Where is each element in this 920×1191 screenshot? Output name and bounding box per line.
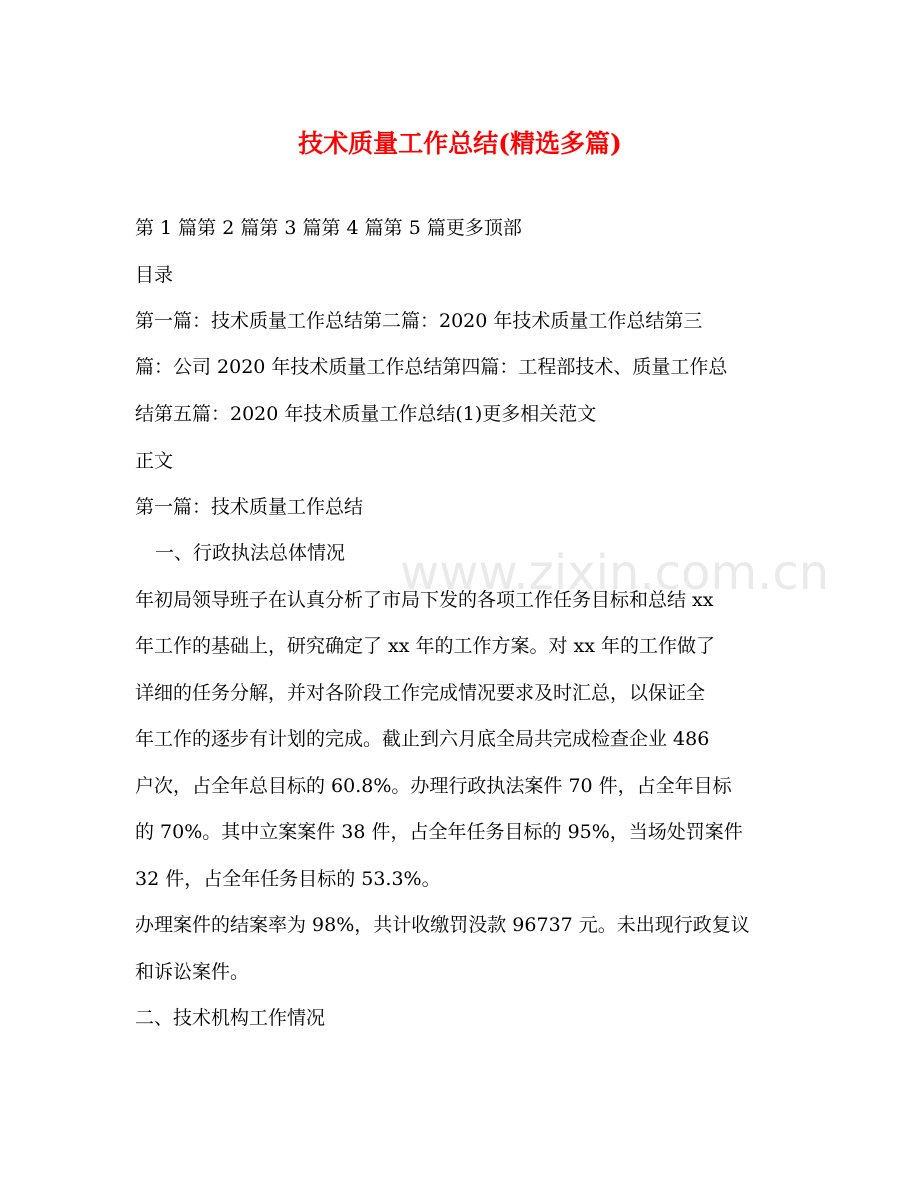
paragraph-line: 32 件，占全年任务目标的 53.3%。: [135, 868, 441, 890]
document-title: 技术质量工作总结(精选多篇): [298, 129, 622, 158]
paragraph-line: 年工作的基础上，研究确定了 xx 年的工作方案。对 xx 年的工作做了: [135, 635, 716, 657]
toc-line: 结第五篇：2020 年技术质量工作总结(1)更多相关范文: [135, 403, 597, 425]
toc-heading: 目录: [135, 264, 174, 286]
paragraph-line: 的 70%。其中立案案件 38 件，占全年任务目标的 95%，当场处罚案件: [135, 821, 743, 843]
body-heading: 正文: [135, 450, 174, 472]
paragraph-line: 和诉讼案件。: [135, 961, 250, 983]
paragraph-line: 年工作的逐步有计划的完成。截止到六月底全局共完成检查企业 486: [135, 728, 710, 750]
article-title: 第一篇：技术质量工作总结: [135, 496, 364, 518]
toc-line: 篇：公司 2020 年技术质量工作总结第四篇：工程部技术、质量工作总: [135, 356, 728, 378]
chapter-nav-line: 第 1 篇第 2 篇第 3 篇第 4 篇第 5 篇更多顶部: [135, 217, 522, 239]
toc-line: 第一篇：技术质量工作总结第二篇：2020 年技术质量工作总结第三: [135, 310, 703, 332]
watermark-text: www.zixin.com.cn: [400, 545, 830, 601]
paragraph-line: 年初局领导班子在认真分析了市局下发的各项工作任务目标和总结 xx: [135, 589, 714, 611]
section-heading: 二、技术机构工作情况: [135, 1007, 326, 1029]
section-heading: 一、行政执法总体情况: [155, 542, 346, 564]
paragraph-line: 户次，占全年总目标的 60.8%。办理行政执法案件 70 件，占全年目标: [135, 775, 732, 797]
paragraph-line: 详细的任务分解，并对各阶段工作完成情况要求及时汇总，以保证全: [135, 682, 706, 704]
paragraph-line: 办理案件的结案率为 98%，共计收缴罚没款 96737 元。未出现行政复议: [135, 914, 750, 936]
